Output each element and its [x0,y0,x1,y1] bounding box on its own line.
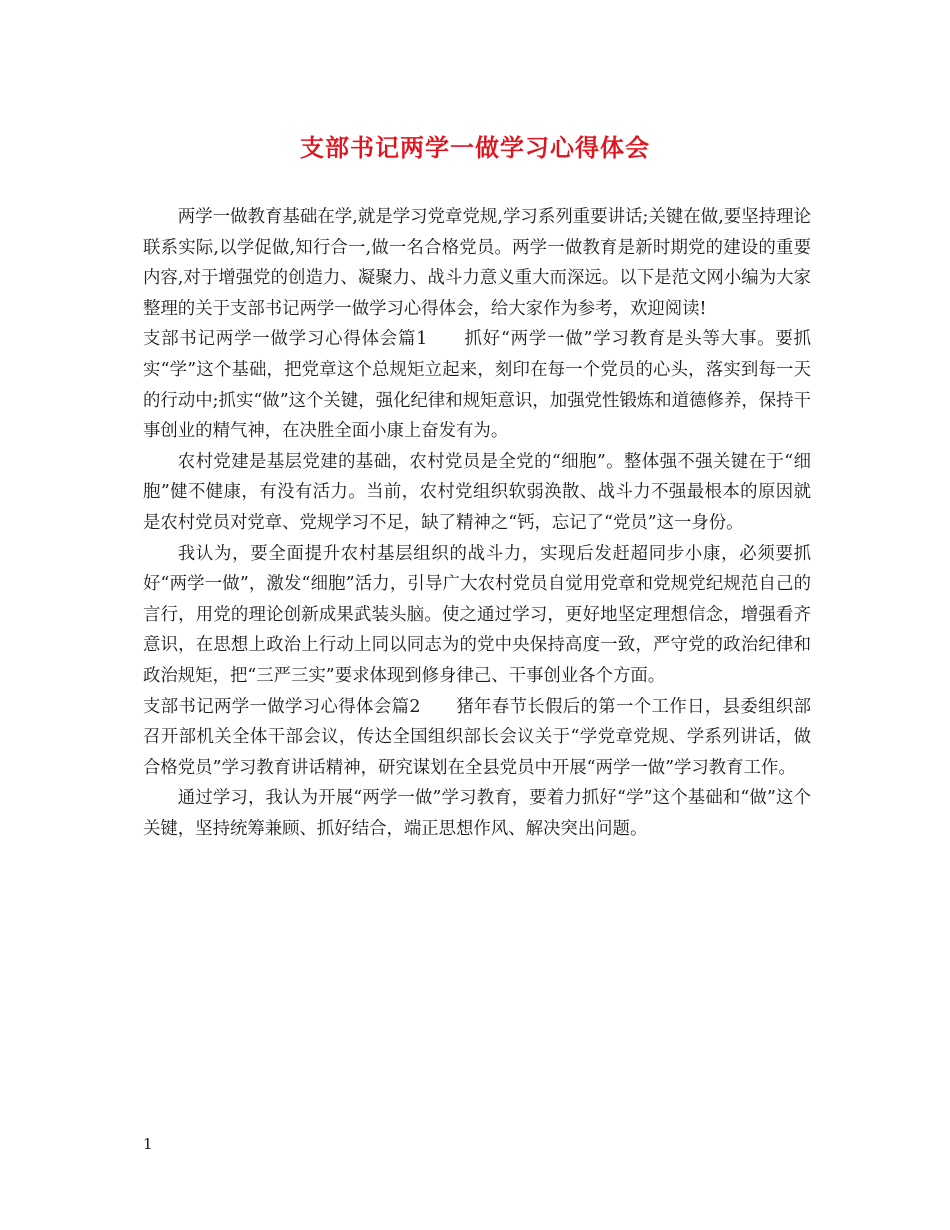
document-body [143,202,811,844]
rural-party-paragraph: 农村党建是基层党建的基础，农村党员是全党的“细胞”。整体强不强关键在于“细胞”健不健康，有没有活力。当前，农村党组织软弱涣散、战斗力不强最根本的原因就是农村党员对党章、党规学习不足，缺了精神之“钙，忘记了“党员”这一身份。 [143,451,811,533]
study-conclusion-paragraph: 通过学习，我认为开展“两学一做”学习教育，要着力抓好“学”这个基础和“做”这个关键，坚持统筹兼顾、抓好结合，端正思想作风、解决突出问题。 [143,788,811,839]
document-title: 支部书记两学一做学习心得体会 [300,133,650,162]
section-1-paragraph: 支部书记两学一做学习心得体会篇1 抓好“两学一做”学习教育是头等大事。要抓实“学”这个基础，把党章这个总规矩立起来，刻印在每一个党员的心头，落实到每一天的行动中;抓实“做”这个关键，强化纪律和规矩意识，加强党性锻炼和道德修养，保持干事创业的精气神，在决胜全面小康上奋发有为。 [143,329,811,442]
opinion-paragraph: 我认为，要全面提升农村基层组织的战斗力，实现后发赶超同步小康，必须要抓好“两学一做”，激发“细胞”活力，引导广大农村党员自觉用党章和党规党纪规范自己的言行，用党的理论创新成果武装头脑。使之通过学习，更好地坚定理想信念，增强看齐意识，在思想上政治上行动上同以同志为的党中央保持高度一致，严守党的政治纪律和政治规矩，把“三严三实”要求体现到修身律己、干事创业各个方面。 [143,543,811,686]
section-2-paragraph: 支部书记两学一做学习心得体会篇2 猪年春节长假后的第一个工作日，县委组织部召开部机关全体干部会议，传达全国组织部长会议关于“学党章党规、学系列讲话，做合格党员”学习教育讲话精神，研究谋划在全县党员中开展“两学一做”学习教育工作。 [143,696,811,778]
intro-paragraph: 两学一做教育基础在学,就是学习党章党规,学习系列重要讲话;关键在做,要坚持理论联系实际,以学促做,知行合一,做一名合格党员。两学一做教育是新时期党的建设的重要内容,对于增强党的创造力、凝聚力、战斗力意义重大而深远。以下是范文网小编为大家整理的关于支部书记两学一做学习心得体会，给大家作为参考，欢迎阅读! [143,207,811,319]
page-number: 1 [143,1135,153,1153]
